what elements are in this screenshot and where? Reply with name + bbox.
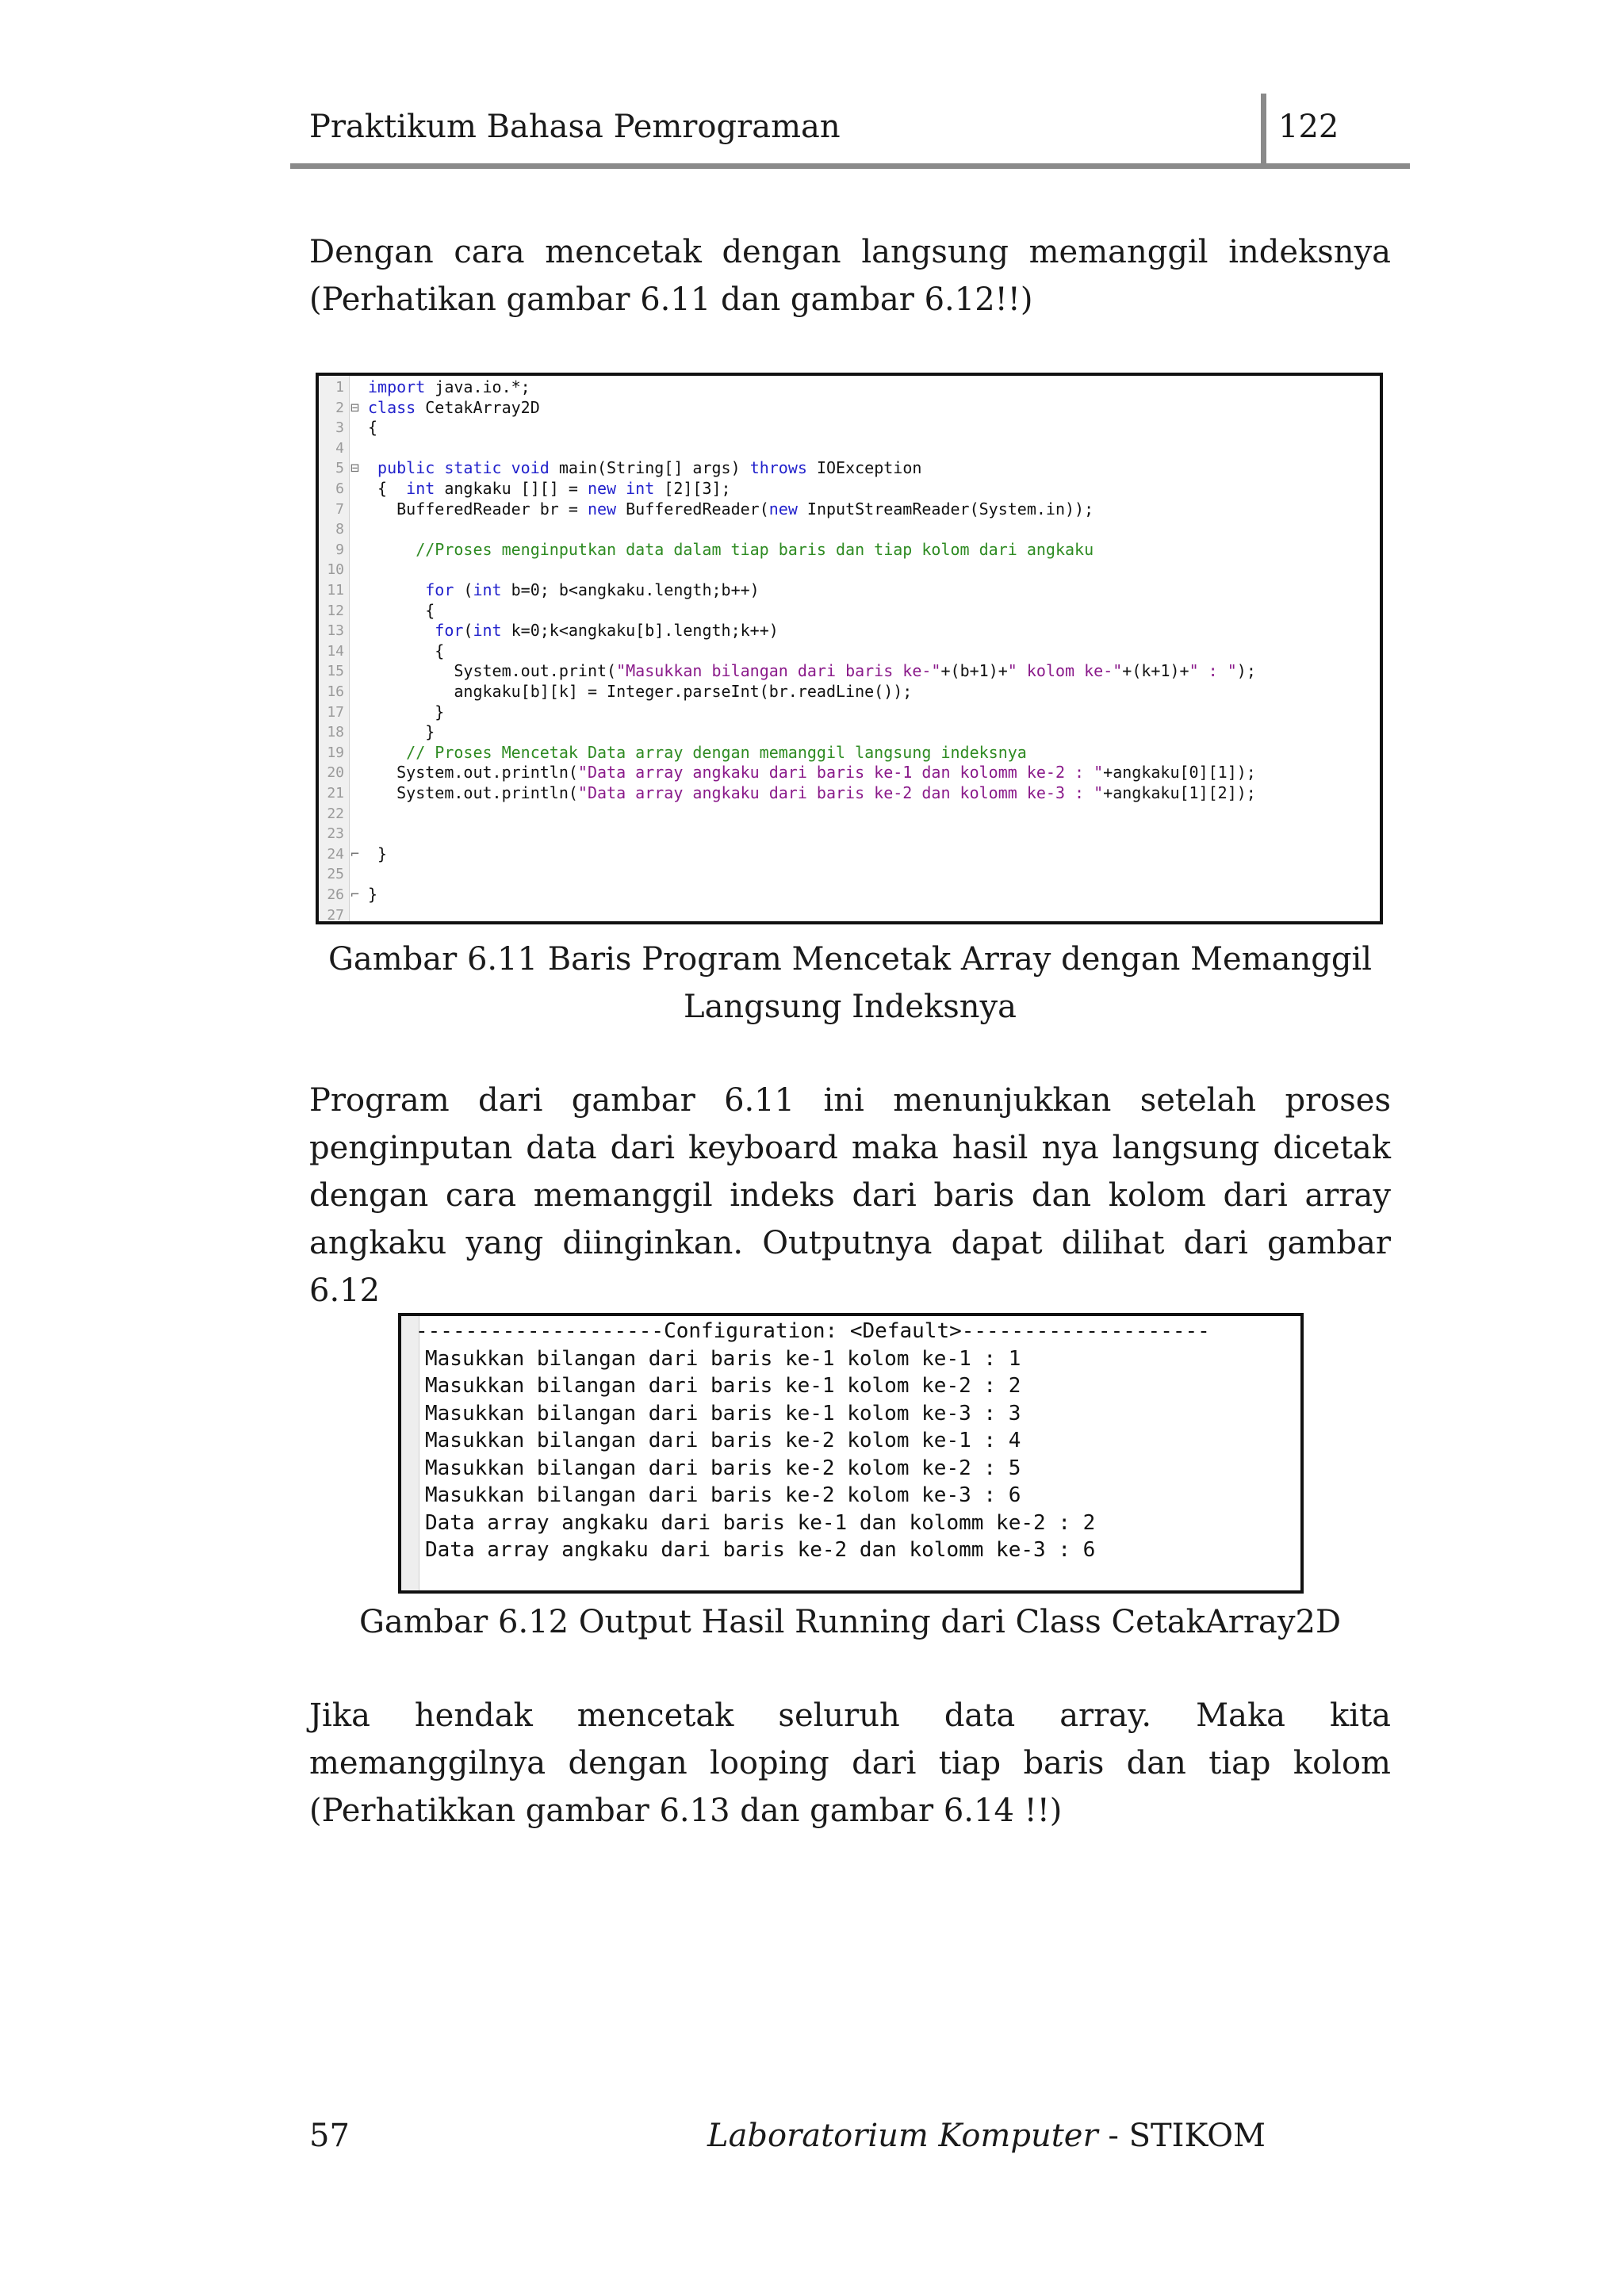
- line-number: 19: [327, 744, 344, 761]
- line-number: 7: [335, 500, 344, 518]
- line-number: 6: [335, 480, 344, 497]
- code-text: {: [368, 641, 445, 660]
- figure-caption-6-11: Gambar 6.11 Baris Program Mencetak Array dengan Memanggil Langsung Indeksnya: [327, 941, 1373, 1025]
- console-config-header: --------------------Configuration: <Default>--------------------: [416, 1319, 1210, 1343]
- closing-paragraph: Jika hendak mencetak seluruh data array. Maka kita memanggilnya dengan looping dari tiap baris dan tiap kolom (Perhatikkan gambar 6.13 dan gambar 6.14 !!): [309, 1697, 1391, 1829]
- line-number: 23: [327, 825, 344, 843]
- console-output-line: Masukkan bilangan dari baris ke-2 kolom ke-2 : 5: [425, 1456, 1021, 1480]
- code-text: {: [368, 600, 435, 620]
- line-number: 4: [335, 439, 344, 457]
- code-line: [319, 458, 1380, 479]
- line-number: 3: [335, 419, 344, 437]
- code-line: [319, 540, 1380, 561]
- code-text: for(int k=0;k<angkaku[b].length;k++): [435, 621, 779, 641]
- fold-marker-icon: ⊟: [350, 460, 359, 477]
- code-line: [319, 702, 1380, 723]
- code-line: [319, 499, 1380, 520]
- code-text: }: [368, 722, 435, 742]
- code-text: public static void main(String[] args) throws IOException: [377, 458, 922, 478]
- code-line: [319, 824, 1380, 844]
- running-header-title: Praktikum Bahasa Pemrograman: [309, 109, 841, 145]
- header-page-number: 122: [1278, 109, 1339, 145]
- footer-lab-credit: [707, 2114, 1266, 2158]
- code-line: [319, 864, 1380, 885]
- line-number: 12: [327, 602, 344, 619]
- line-number: 16: [327, 683, 344, 700]
- line-number: 14: [327, 642, 344, 660]
- code-figure: [316, 373, 1383, 924]
- code-line: [319, 560, 1380, 580]
- fold-marker-icon: ⌐: [350, 886, 359, 903]
- code-line: [319, 804, 1380, 825]
- footer-separator: -: [1097, 2118, 1129, 2154]
- footer-institution: STIKOM: [1128, 2118, 1266, 2154]
- footer-page-number: 57: [309, 2118, 350, 2154]
- code-line: [319, 905, 1380, 924]
- fold-marker-icon: ⊟: [350, 399, 359, 416]
- line-number: 21: [327, 785, 344, 802]
- console-output-line: Masukkan bilangan dari baris ke-2 kolom ke-3 : 6: [425, 1483, 1021, 1507]
- line-number: 15: [327, 663, 344, 680]
- console-output-line: Data array angkaku dari baris ke-2 dan kolomm ke-3 : 6: [425, 1538, 1096, 1562]
- code-text: for (int b=0; b<angkaku.length;b++): [425, 580, 760, 599]
- header-rule: [290, 163, 1410, 169]
- footer-lab-name: Laboratorium Komputer: [707, 2118, 1098, 2154]
- console-output-line: Data array angkaku dari baris ke-1 dan kolomm ke-2 : 2: [425, 1510, 1096, 1535]
- code-line: [319, 641, 1380, 662]
- header-divider-vertical: [1261, 94, 1266, 168]
- line-number: 24: [327, 845, 344, 863]
- output-figure: [398, 1313, 1304, 1594]
- code-line: [319, 743, 1380, 763]
- code-text: System.out.print("Masukkan bilangan dari baris ke-"+(b+1)+" kolom ke-"+(k+1)+" : ");: [368, 661, 1256, 681]
- code-text: }: [368, 885, 378, 904]
- line-number: 8: [335, 521, 344, 538]
- code-text: }: [368, 702, 445, 721]
- code-text: System.out.println("Data array angkaku dari baris ke-1 dan kolomm ke-2 : "+angkaku[0][1]);: [368, 763, 1256, 783]
- line-number: 27: [327, 906, 344, 924]
- figure-caption-6-12: Gambar 6.12 Output Hasil Running dari Class CetakArray2D: [358, 1604, 1342, 1640]
- code-line: [319, 398, 1380, 419]
- code-line: [319, 885, 1380, 905]
- code-text: // Proses Mencetak Data array dengan memanggil langsung indeksnya: [368, 742, 1027, 762]
- code-line: [319, 661, 1380, 682]
- line-number: 9: [335, 541, 344, 558]
- code-line: [319, 682, 1380, 702]
- code-line: [319, 479, 1380, 499]
- code-text: }: [368, 844, 388, 863]
- console-gutter: [401, 1316, 419, 1590]
- code-line: [319, 601, 1380, 622]
- code-line: [319, 844, 1380, 865]
- intro-paragraph: Dengan cara mencetak dengan langsung memanggil indeksnya (Perhatikan gambar 6.11 dan gambar 6.12!!): [309, 234, 1391, 318]
- code-line: [319, 519, 1380, 540]
- line-number: 20: [327, 764, 344, 782]
- code-text: BufferedReader br = new BufferedReader(new InputStreamReader(System.in));: [368, 499, 1094, 519]
- line-number: 11: [327, 582, 344, 599]
- code-line: [319, 621, 1380, 641]
- console-output-line: Masukkan bilangan dari baris ke-1 kolom ke-3 : 3: [425, 1401, 1021, 1425]
- line-number: 26: [327, 886, 344, 903]
- code-text: class CetakArray2D: [368, 397, 540, 417]
- line-number: 25: [327, 866, 344, 883]
- line-number: 17: [327, 703, 344, 721]
- line-number: 22: [327, 805, 344, 822]
- line-number: 18: [327, 724, 344, 741]
- line-number: 2: [335, 399, 344, 416]
- code-line: [319, 722, 1380, 743]
- console-output-line: Masukkan bilangan dari baris ke-1 kolom ke-1 : 1: [425, 1346, 1021, 1371]
- code-text: {: [368, 418, 378, 438]
- console-output-line: Masukkan bilangan dari baris ke-1 kolom ke-2 : 2: [425, 1374, 1021, 1398]
- line-number: 1: [335, 379, 344, 396]
- code-line: [319, 438, 1380, 459]
- code-line: [319, 377, 1380, 398]
- fold-marker-icon: ⌐: [350, 845, 359, 863]
- code-text: angkaku[b][k] = Integer.parseInt(br.readLine());: [368, 682, 913, 701]
- code-text: //Proses menginputkan data dalam tiap baris dan tiap kolom dari angkaku: [368, 539, 1094, 559]
- code-line: [319, 418, 1380, 438]
- code-text: { int angkaku [][] = new int [2][3];: [368, 479, 731, 498]
- line-number: 5: [335, 460, 344, 477]
- code-text: System.out.println("Data array angkaku dari baris ke-2 dan kolomm ke-3 : "+angkaku[1][2]);: [368, 783, 1256, 802]
- line-number: 13: [327, 622, 344, 640]
- console-output-line: Masukkan bilangan dari baris ke-2 kolom ke-1 : 4: [425, 1429, 1021, 1452]
- line-number: 10: [327, 561, 344, 579]
- middle-paragraph: Program dari gambar 6.11 ini menunjukkan setelah proses penginputan data dari keyboard maka hasil nya langsung dicetak dengan cara memanggil indeks dari baris dan kolom dari array angkaku yang diinginkan. Outputnya dapat dilihat dari gambar 6.12: [309, 1082, 1391, 1309]
- code-line: [319, 580, 1380, 601]
- code-line: [319, 783, 1380, 804]
- code-line: [319, 763, 1380, 783]
- code-text: import java.io.*;: [368, 377, 530, 396]
